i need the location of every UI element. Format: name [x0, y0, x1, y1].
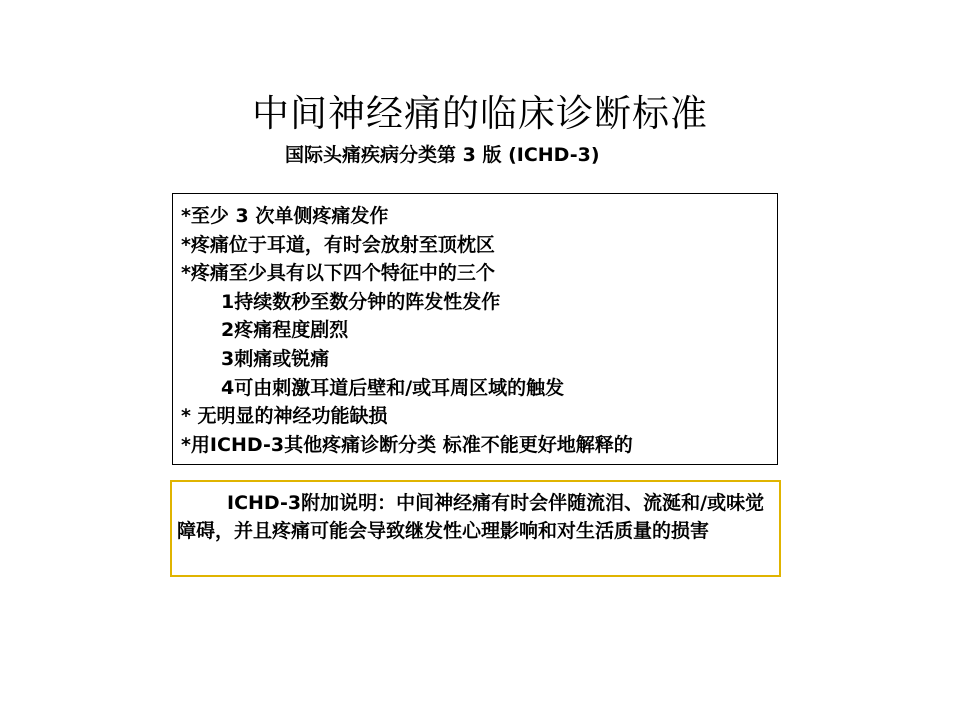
- criteria-subitem: 1持续数秒至数分钟的阵发性发作: [221, 290, 501, 313]
- slide-title: 中间神经痛的临床诊断标准: [252, 92, 708, 135]
- criteria-item: *疼痛位于耳道，有时会放射至顶枕区: [181, 233, 495, 256]
- criteria-item: *用ICHD-3其他疼痛诊断分类 标准不能更好地解释的: [181, 433, 633, 456]
- note-box: [170, 480, 781, 577]
- criteria-item: *至少 3 次单侧疼痛发作: [181, 205, 389, 227]
- criteria-item: *疼痛至少具有以下四个特征中的三个: [181, 262, 495, 285]
- criteria-subitem: 4可由刺激耳道后壁和/或耳周区域的触发: [221, 376, 565, 399]
- criteria-subitem: 3刺痛或锐痛: [221, 347, 330, 370]
- note-text: ICHD-3附加说明：中间神经痛有时会伴随流泪、流涎和/或味觉障碍，并且疼痛可能会导致继发性心理影响和对生活质量的损害: [177, 492, 765, 542]
- criteria-subitem: 2疼痛程度剧烈: [221, 319, 349, 342]
- criteria-item: * 无明显的神经功能缺损: [181, 405, 388, 428]
- slide-subtitle: 国际头痛疾病分类第 3 版 (ICHD-3): [285, 144, 600, 166]
- criteria-box: [172, 193, 778, 465]
